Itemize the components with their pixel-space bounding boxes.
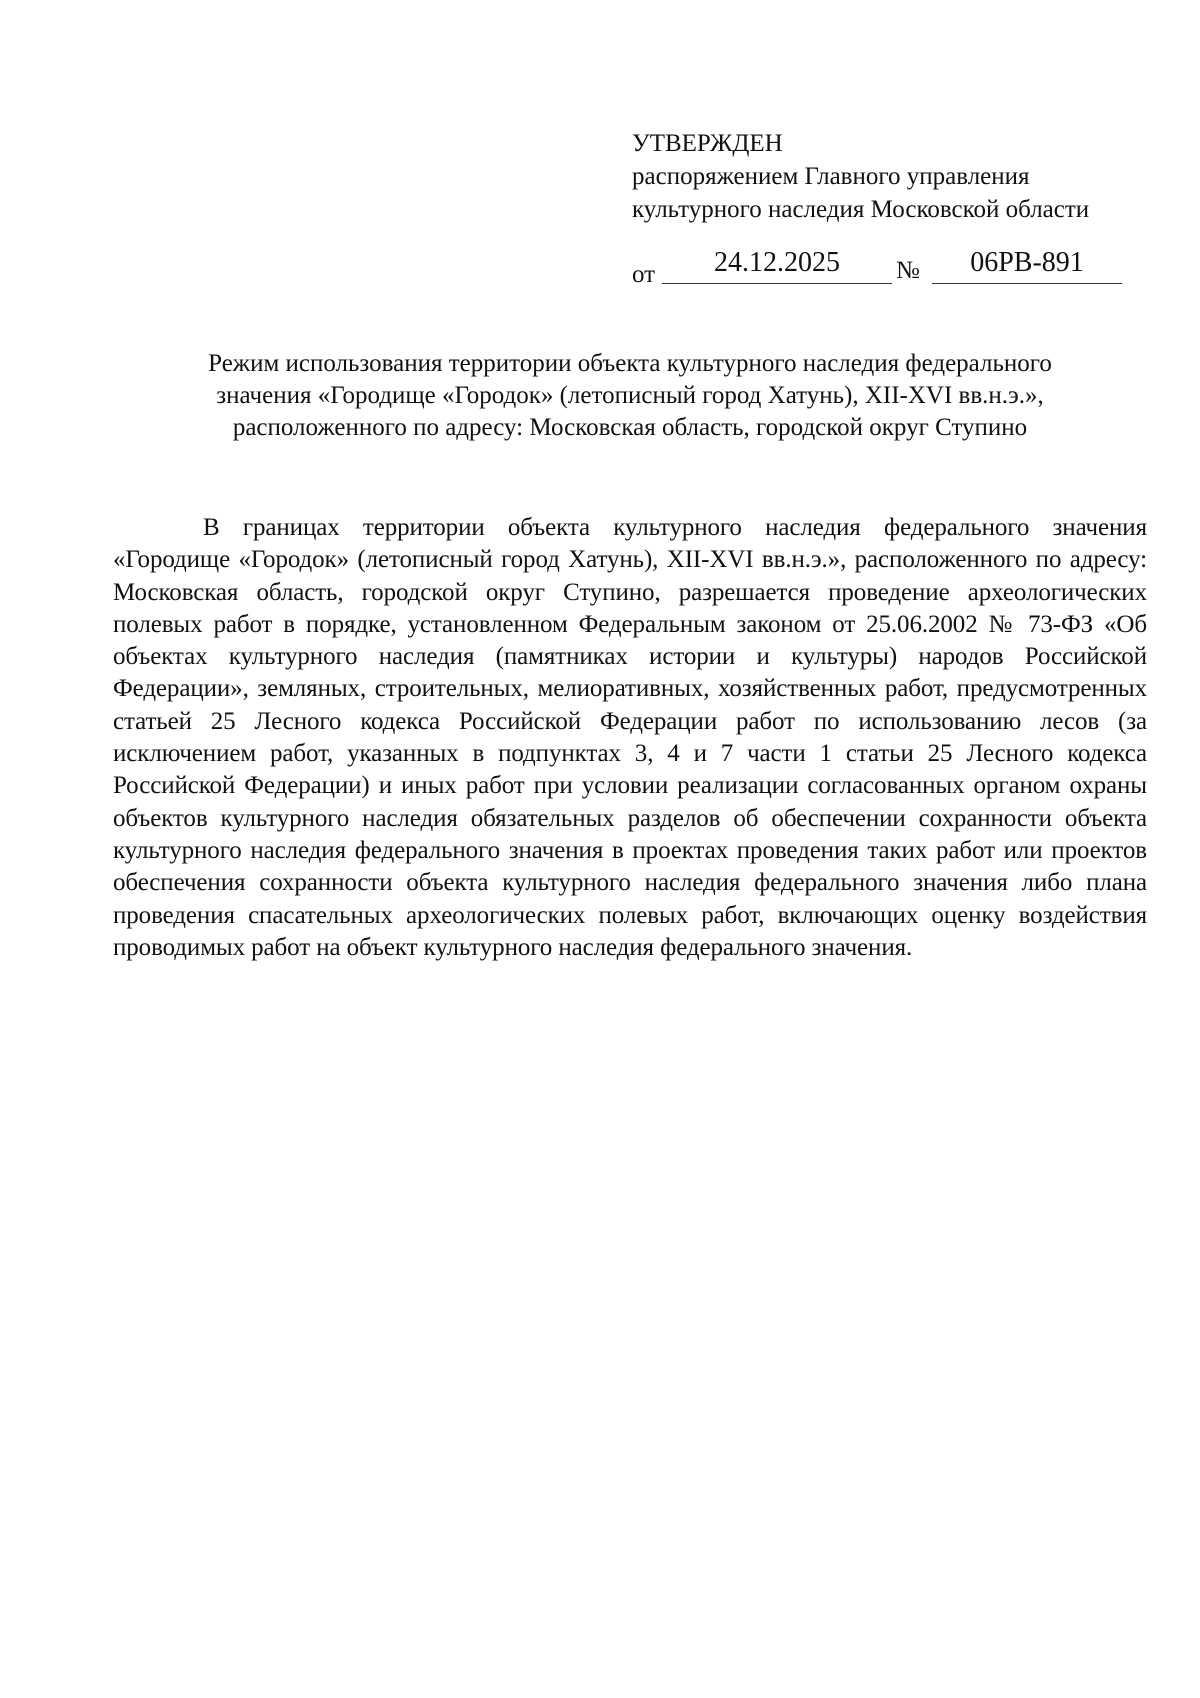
- title-line-3: расположенного по адресу: Московская область, городской округ Ступино: [232, 414, 1028, 441]
- order-date: 24.12.2025: [662, 247, 892, 284]
- approval-line-1: распоряжением Главного управления: [632, 163, 1030, 190]
- order-details: [632, 247, 1122, 287]
- document-title: [110, 348, 1150, 444]
- approval-line-2: культурного наследия Московской области: [632, 196, 1090, 223]
- order-number: 06РВ-891: [932, 247, 1122, 284]
- body-paragraph: В границах территории объекта культурного наследия федерального значения «Городище «Городок» (летописный город Хатунь), XII-XVI вв.н.э.», расположенного по адресу: Московская область, городской округ Ступино, разрешается проведение археологических полевых работ в порядке, установленном Федеральным законом от 25.06.2002 № 73-ФЗ «Об объектах культурного наследия (памятниках истории и культуры) народов Российской Федерации», земляных, строительных, мелиоративных, хозяйственных работ, предусмотренных статьей 25 Лесного кодекса Российской Федерации работ по использованию лесов (за исключением работ, указанных в подпунктах 3, 4 и 7 части 1 статьи 25 Лесного кодекса Российской Федерации) и иных работ при условии реализации согласованных органом охраны объектов культурного наследия обязательных разделов об обеспечении сохранности объекта культурного наследия федерального значения в проектах проведения таких работ или проектов обеспечения сохранности объекта культурного наследия федерального значения либо плана проведения спасательных археологических полевых работ, включающих оценку воздействия проводимых работ на объект культурного наследия федерального значения.: [113, 514, 1147, 961]
- approval-stamp: [632, 127, 1132, 226]
- title-line-1: Режим использования территории объекта культурного наследия федерального: [208, 350, 1052, 377]
- number-prefix: №: [896, 257, 920, 284]
- title-line-2: значения «Городище «Городок» (летописный город Хатунь), XII-XVI вв.н.э.»,: [216, 382, 1044, 409]
- date-prefix: от: [632, 261, 656, 288]
- approval-heading: УТВЕРЖДЕН: [632, 130, 783, 157]
